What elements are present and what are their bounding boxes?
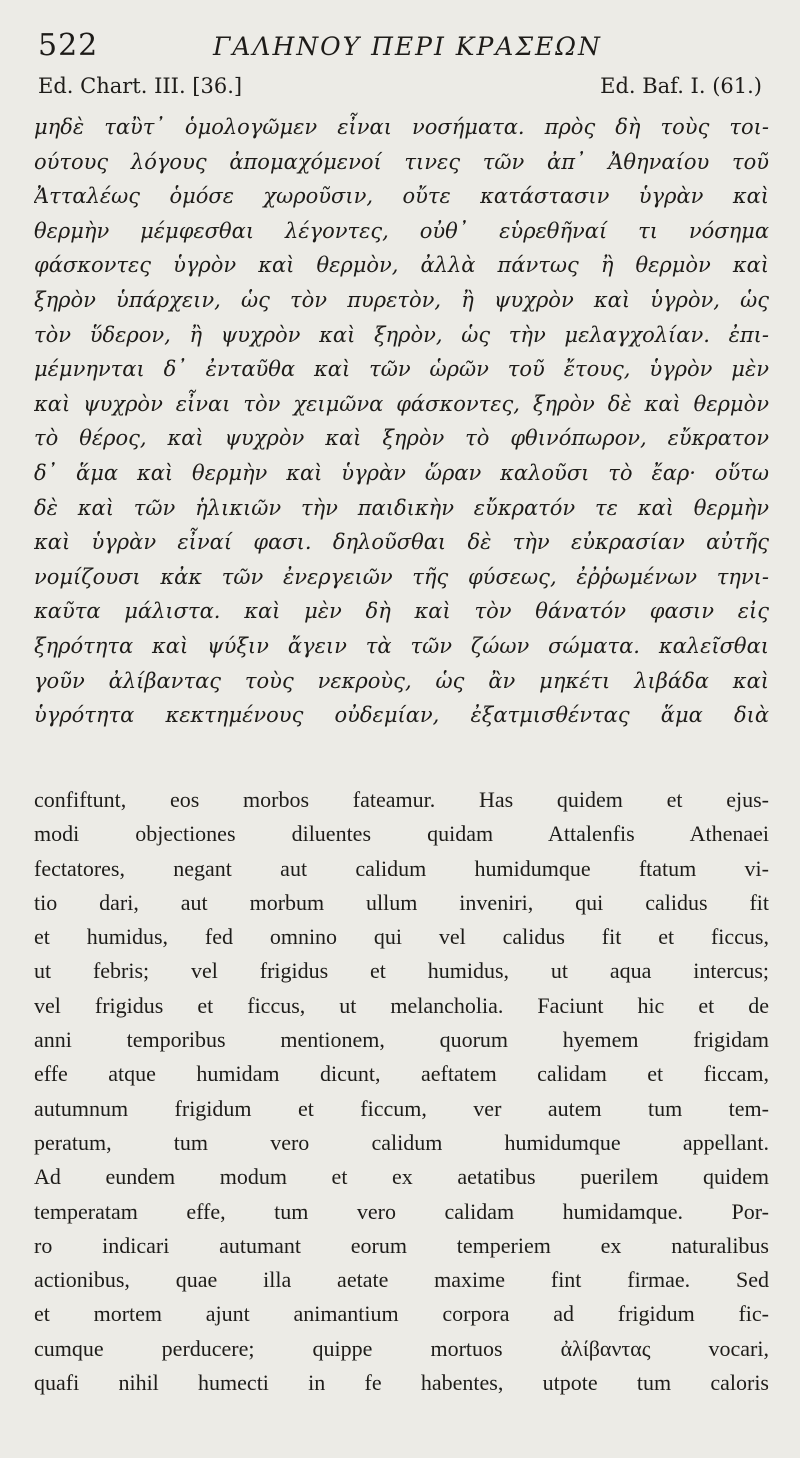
greek-text-line: τὸν ὕδερον, ἢ ψυχρὸν καὶ ξηρὸν, ὡς τὴν μελαγχολίαν. ἐπι- [34,322,769,347]
greek-text-line: τὸ θέρος, καὶ ψυχρὸν καὶ ξηρὸν τὸ φθινόπωρον, εὔκρατον [34,426,769,451]
latin-text-line: modi objectiones diluentes quidam Attalenfis Athenaei [34,821,769,847]
latin-text-line: actionibus, quae illa aetate maxime fint firmae. Sed [34,1267,769,1293]
latin-text-line: fectatores, negant aut calidum humidumque ftatum vi- [34,855,769,881]
latin-text-line: ut febris; vel frigidus et humidus, ut aqua intercus; [34,958,769,984]
latin-text-line: confiftunt, eos morbos fateamur. Has quidem et ejus- [34,787,769,812]
greek-text-line: καὶ ὑγρὰν εἶναί φασι. δηλοῦσθαι δὲ τὴν εὐκρασίαν αὐτῆς [34,530,769,555]
greek-text-line: θερμὴν μέμφεσθαι λέγοντες, οὐθ᾽ εὑρεθῆναί τι νόσημα [34,218,769,243]
greek-text-line: νομίζουσι κἀκ τῶν ἐνεργειῶν τῆς φύσεως, ἐῤῥωμένων τηνι- [34,564,769,589]
greek-text-line: καὶ ψυχρὸν εἶναι τὸν χειμῶνα φάσκοντες, ξηρὸν δὲ καὶ θερμὸν [34,391,769,416]
latin-text-line: ro indicari autumant eorum temperiem ex naturalibus [34,1232,769,1258]
page-number: 522 [38,28,99,63]
latin-text-line: quafi nihil humecti in fe habentes, utpote tum caloris [34,1370,769,1396]
latin-text-line: vel frigidus et ficcus, ut melancholia. Faciunt hic et de [34,992,769,1018]
greek-text-line: μηδὲ ταὒτ᾽ ὁμολογῶμεν εἶναι νοσήματα. πρὸς δὴ τοὺς τοι- [34,115,769,139]
latin-text-line: peratum, tum vero calidum humidumque appellant. [34,1129,769,1155]
greek-text-line: ξηρὸν ὑπάρχειν, ὡς τὸν πυρετὸν, ἢ ψυχρὸν καὶ ὑγρὸν, ὡς [34,287,769,312]
latin-text-block [34,783,769,1400]
greek-text-line: Ἀτταλέως ὁμόσε χωροῦσιν, οὔτε κατάστασιν ὑγρὰν καὶ [34,184,769,209]
latin-text-line: cumque perducere; quippe mortuos ἀλίβαντας vocari, [34,1335,769,1361]
greek-text-line: δ᾽ ἅμα καὶ θερμὴν καὶ ὑγρὰν ὥραν καλοῦσι τὸ ἔαρ· οὕτω [34,460,769,485]
greek-text-line: ούτους λόγους ἀπομαχόμενοί τινες τῶν ἀπ᾽ Ἀθηναίου τοῦ [34,149,769,174]
latin-text-line: anni temporibus mentionem, quorum hyemem frigidam [34,1027,769,1053]
latin-text-line: tio dari, aut morbum ullum inveniri, qui calidus fit [34,889,769,915]
greek-text-line: μέμνηνται δ᾽ ἐνταῦθα καὶ τῶν ὡρῶν τοῦ ἔτους, ὑγρὸν μὲν [34,357,769,382]
latin-text-line: temperatam effe, tum vero calidam humidamque. Por- [34,1198,769,1224]
latin-text-line: autumnum frigidum et ficcum, ver autem tum tem- [34,1095,769,1121]
greek-text-line: καῦτα μάλιστα. καὶ μὲν δὴ καὶ τὸν θάνατόν φασιν εἰς [34,599,769,624]
greek-text-line: γοῦν ἀλίβαντας τοὺς νεκροὺς, ὡς ἂν μηκέτι λιβάδα καὶ [34,668,769,693]
edition-reference-line [38,74,762,102]
edition-chartier-reference: Ed. Chart. III. [36.] [38,74,243,98]
running-title: ΓΑΛΗΝΟΥ ΠΕΡΙ ΚΡΑΣΕΩΝ [213,32,602,61]
greek-text-line: ξηρότητα καὶ ψύξιν ἄγειν τὰ τῶν ζώων σώματα. καλεῖσθαι [34,633,769,658]
edition-basel-reference: Ed. Baf. I. (61.) [600,74,762,98]
latin-text-line: et humidus, fed omnino qui vel calidus fit et ficcus, [34,924,769,950]
greek-text-line: ὑγρότητα κεκτημένους οὐδεμίαν, ἐξατμισθέντας ἅμα διὰ [34,703,769,728]
latin-text-line: effe atque humidam dicunt, aeftatem calidam et ficcam, [34,1061,769,1087]
greek-text-block [34,110,769,733]
page-header [38,28,760,68]
latin-text-line: et mortem ajunt animantium corpora ad frigidum fic- [34,1301,769,1327]
latin-text-line: Ad eundem modum et ex aetatibus puerilem quidem [34,1164,769,1190]
greek-text-line: δὲ καὶ τῶν ἡλικιῶν τὴν παιδικὴν εὔκρατόν τε καὶ θερμὴν [34,495,769,520]
greek-text-line: φάσκοντες ὑγρὸν καὶ θερμὸν, ἀλλὰ πάντως ἢ θερμὸν καὶ [34,253,769,278]
